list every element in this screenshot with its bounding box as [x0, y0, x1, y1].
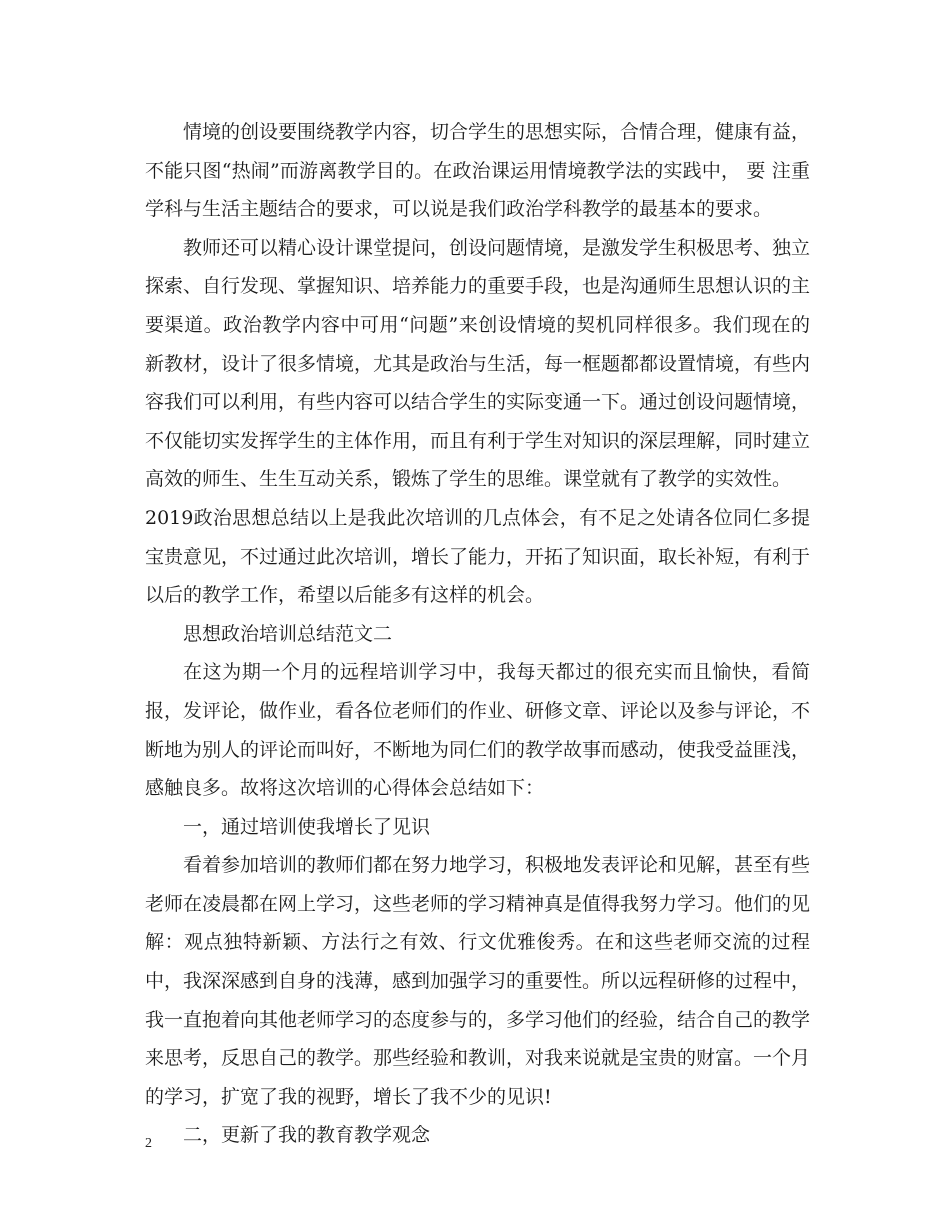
section-heading: 思想政治培训总结范文二	[183, 622, 393, 645]
subsection-heading: 二，更新了我的教育教学观念	[183, 1124, 431, 1147]
document-body	[145, 113, 810, 1155]
paragraph: 2019政治思想总结以上是我此次培训的几点体会，有不足之处请各位同仁多提宝贵意见，不过通过此次培训，增长了能力，开拓了知识面，取长补短，有利于以后的教学工作，希望以后能多有这样的机会。	[145, 506, 811, 607]
paragraph: 在这为期一个月的远程培训学习中，我每天都过的很充实而且愉快，看简报，发评论，做作业，看各位老师们的作业、研修文章、评论以及参与评论，不断地为别人的评论而叫好，不断地为同仁们的教学故事而感动，使我受益匪浅，感触良多。故将这次培训的心得体会总结如下：	[145, 661, 811, 800]
paragraph: 情境的创设要围绕教学内容，切合学生的思想实际，合情合理，健康有益，不能只图“热闹”而游离教学目的。在政治课运用情境教学法的实践中， 要 注重学科与生活主题结合的要求，可以说是我们政治学科教学的最基本的要求。	[145, 121, 811, 221]
subsection-heading: 一，通过培训使我增长了见识	[183, 815, 431, 838]
paragraph: 看着参加培训的教师们都在努力地学习，积极地发表评论和见解，甚至有些老师在凌晨都在网上学习，这些老师的学习精神真是值得我努力学习。他们的见解：观点独特新颖、方法行之有效、行文优雅俊秀。在和这些老师交流的过程中，我深深感到自身的浅薄，感到加强学习的重要性。所以远程研修的过程中，我一直抱着向其他老师学习的态度参与的，多学习他们的经验，结合自己的教学来思考，反思自己的教学。那些经验和教训，对我来说就是宝贵的财富。一个月的学习，扩宽了我的视野，增长了我不少的见识!	[145, 854, 811, 1108]
page-number: 2	[145, 1136, 152, 1151]
paragraph: 教师还可以精心设计课堂提问，创设问题情境，是激发学生积极思考、独立探索、自行发现、掌握知识、培养能力的重要手段，也是沟通师生思想认识的主要渠道。政治教学内容中可用“问题”来创设情境的契机同样很多。我们现在的新教材，设计了很多情境，尤其是政治与生活，每一框题都都设置情境，有些内容我们可以利用，有些内容可以结合学生的实际变通一下。通过创设问题情境，不仅能切实发挥学生的主体作用，而且有利于学生对知识的深层理解，同时建立高效的师生、生生互动关系，锻炼了学生的思维。课堂就有了教学的实效性。	[145, 236, 811, 491]
